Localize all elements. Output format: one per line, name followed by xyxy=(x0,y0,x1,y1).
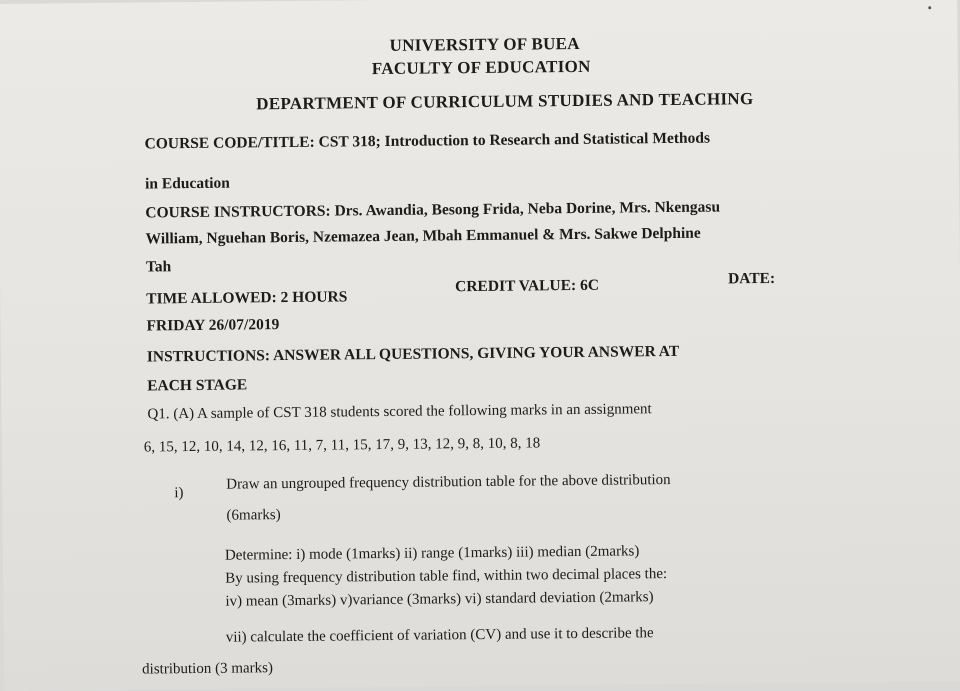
mean-variance-line: iv) mean (3marks) v)variance (3marks) vi) standard deviation (2marks) xyxy=(225,589,654,610)
speck-mark xyxy=(928,6,931,9)
department-name: DEPARTMENT OF CURRICULUM STUDIES AND TEACHING xyxy=(256,89,754,114)
faculty-name: FACULTY OF EDUCATION xyxy=(371,56,591,79)
course-instructors-cont2: Tah xyxy=(145,258,172,276)
marks-list: 6, 15, 12, 10, 14, 12, 16, 11, 7, 11, 15, 17, 9, 13, 12, 9, 8, 10, 8, 18 xyxy=(143,435,541,456)
instructions-cont: EACH STAGE xyxy=(147,376,248,395)
time-allowed: TIME ALLOWED: 2 HOURS xyxy=(146,288,348,308)
course-code-title-cont: in Education xyxy=(144,174,230,193)
credit-value: CREDIT VALUE: 6C xyxy=(455,276,600,296)
course-instructors-cont: William, Nguehan Boris, Nzemazea Jean, Mbah Emmanuel & Mrs. Sakwe Delphine xyxy=(145,224,701,248)
cv-line: vii) calculate the coefficient of variation (CV) and use it to describe the xyxy=(225,625,654,646)
question-1-intro: Q1. (A) A sample of CST 318 students scored the following marks in an assignment xyxy=(147,401,652,423)
date-label: DATE: xyxy=(727,269,776,288)
exam-date: FRIDAY 26/07/2019 xyxy=(146,316,280,335)
item-i-label: i) xyxy=(174,485,184,502)
frequency-table-line: By using frequency distribution table find, within two decimal places the: xyxy=(225,566,668,587)
determine-line: Determine: i) mode (1marks) ii) range (1marks) iii) median (2marks) xyxy=(224,543,640,564)
course-instructors: COURSE INSTRUCTORS: Drs. Awandia, Besong Frida, Neba Dorine, Mrs. Nkengasu xyxy=(145,198,721,222)
item-i-marks: (6marks) xyxy=(226,507,281,524)
course-code-title: COURSE CODE/TITLE: CST 318; Introduction to Research and Statistical Methods xyxy=(144,129,711,153)
instructions: INSTRUCTIONS: ANSWER ALL QUESTIONS, GIVING YOUR ANSWER AT xyxy=(146,342,680,366)
university-name: UNIVERSITY OF BUEA xyxy=(389,33,580,55)
cv-line-cont: distribution (3 marks) xyxy=(142,660,274,678)
item-i-text: Draw an ungrouped frequency distribution table for the above distribution xyxy=(226,472,671,493)
